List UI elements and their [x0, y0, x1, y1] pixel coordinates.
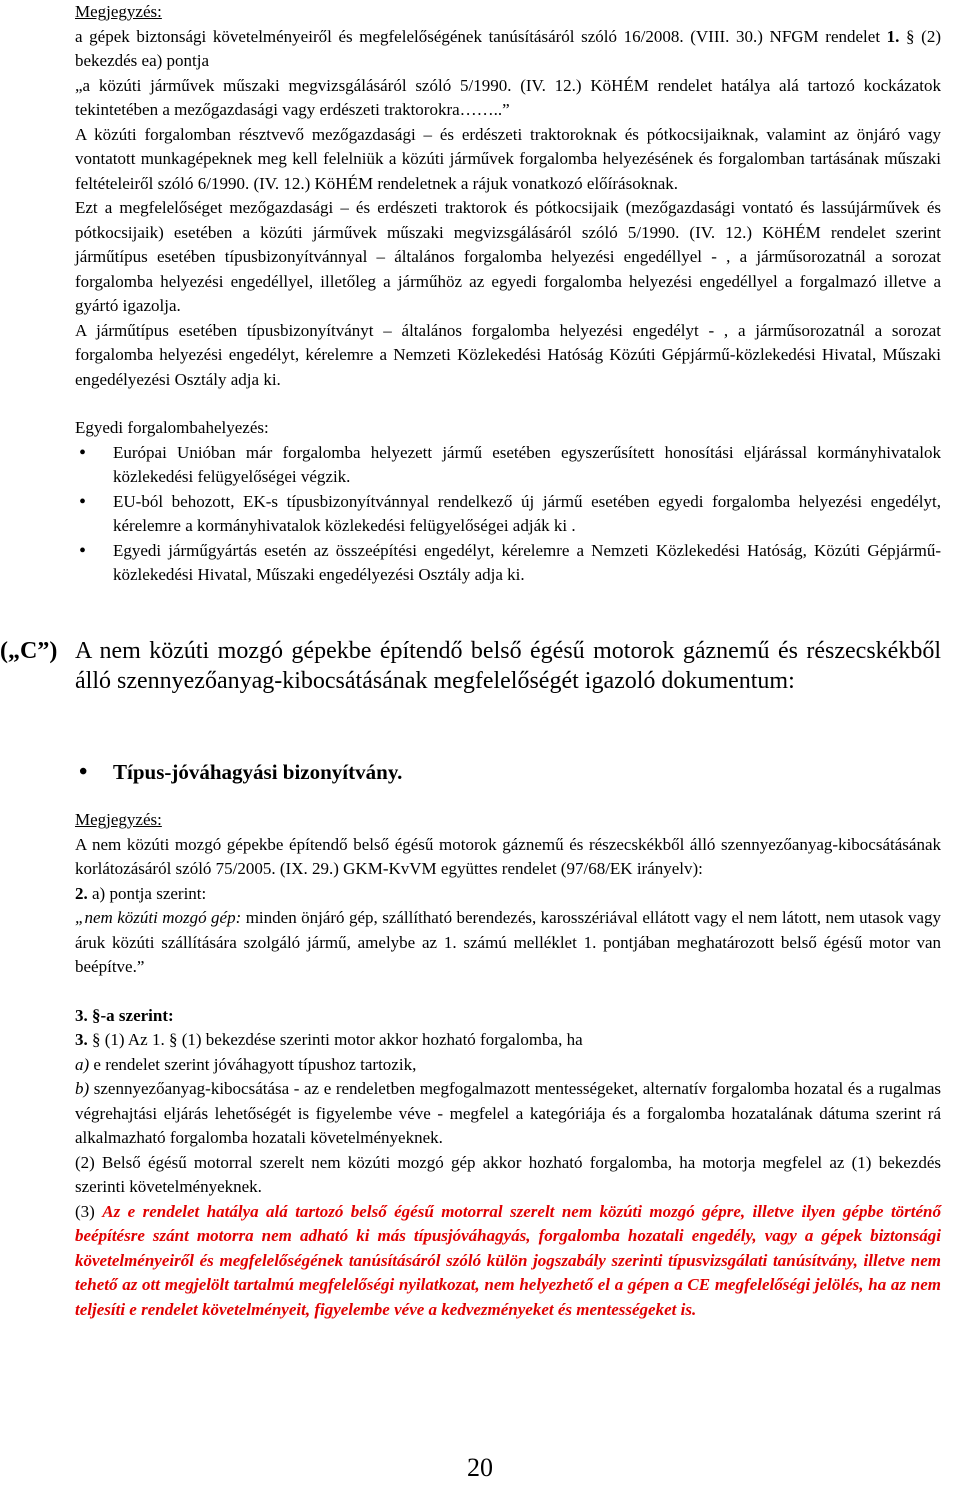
paragraph-3: (3) Az e rendelet hatálya alá tartozó belső égésű motorral szerelt nem közúti mozgó gépre, illetve ilyen gépbe történő beépítésre szánt motorra nem adható ki más típusjóváhagyás, forgalomba hozatali engedély, vagy a gépek biztonsági követelményeiről és megfelelőségének tanúsításáról szóló külön jogszabály szerinti típusvizsgálati tanúsítvány, illetve nem tehető az ott megjelölt tartalmú megfelelőségi nyilatkozat, nem helyezhető el a gépen a CE megfelelőségi jelölés, ha az nem teljesíti e rendelet követelményeit, figyelembe véve a kedvezményeket és mentességeket is. — [75, 1201, 942, 1319]
note-heading: Megjegyzés: — [75, 2, 162, 21]
note-heading-2: Megjegyzés: — [75, 810, 162, 829]
section-3-line: 3. § (1) Az 1. § (1) bekezdése szerinti motor akkor hozható forgalomba, ha — [75, 1030, 583, 1049]
paragraph-regulation: A nem közúti mozgó gépekbe építendő belső égésű motorok gáznemű és részecskékből álló szennyezőanyag-kibocsátásának korlátozásáról szóló 75/2005. (IX. 29.) GKM-KvVM együttes rendelet (97/68/EK irányelv): — [75, 834, 941, 878]
type-cert-item: • Típus-jóváhagyási bizonyítvány. — [75, 757, 941, 787]
individual-list — [75, 441, 941, 588]
bottom-section — [75, 808, 941, 1322]
type-cert-list — [75, 757, 941, 787]
paragraph-nfgm: a gépek biztonsági követelményeiről és megfelelőségének tanúsításáról szóló 16/2008. (VIII. 30.) NFGM rendelet 1. § (2) bekezdés ea) pontja — [75, 26, 941, 70]
paragraph-2: (2) Belső égésű motorral szerelt nem közúti mozgó gép akkor hozható forgalomba, ha motorja megfelel az (1) bekezdés szerinti követelményeknek. — [75, 1152, 941, 1196]
section-c — [0, 636, 941, 696]
list-item: • Európai Unióban már forgalomba helyezett jármű esetében egyszerűsített honosítási eljárással kormányhivatalok közlekedési felügyelőségei végzik. — [75, 441, 941, 490]
section-c-label: („C”) — [0, 638, 58, 664]
list-item: • Egyedi járműgyártás esetén az összeépítési engedélyt, kérelemre a Nemzeti Közlekedési Hatóság, Közúti Gépjármű-közlekedési Hivatal, Műszaki engedélyezési Osztály adja ki. — [75, 539, 941, 588]
top-section — [75, 0, 941, 588]
paragraph-quote: „a közúti járművek műszaki megvizsgálásáról szóló 5/1990. (IV. 12.) KöHÉM rendelet hatálya alá tartozó kockázatok tekintetében a mezőgazdasági vagy erdészeti traktorokra……..” — [75, 75, 941, 119]
paragraph-point-2: 2. a) pontja szerint: — [75, 883, 207, 903]
individual-heading: Egyedi forgalombahelyezés: — [75, 418, 269, 437]
paragraph-type-cert: A járműtípus esetében típusbizonyítványt – általános forgalomba helyezési engedélyt - , a járműsorozatnál a sorozat forgalomba helyezési engedélyt, kérelemre a Nemzeti Közlekedési Hatóság Közúti Gépjármű-közlekedési Hivatal, Műszaki engedélyezési Osztály adja ki. — [75, 320, 941, 389]
paragraph-definition: „nem közúti mozgó gép: minden önjáró gép, szállítható berendezés, karosszériával ellátott vagy el nem látott, nem utasok vagy áruk közúti szállítására szolgáló jármű, amelybe az 1. számú melléklet 1. pontjában meghatározott belső égésű motor van beépítve.” — [75, 908, 941, 976]
section-3-heading: 3. §-a szerint: — [75, 1005, 174, 1025]
list-item: • EU-ból behozott, EK-s típusbizonyítvánnyal rendelkező új jármű esetében egyedi forgalomba helyezési engedélyt, kérelemre a kormányhivatalok közlekedési felügyelőségei adják ki . — [75, 490, 941, 539]
page-number: 20 — [467, 1453, 493, 1482]
paragraph-traffic: A közúti forgalomban résztvevő mezőgazdasági – és erdészeti traktoroknak és pótkocsijaiknak, valamint az önjáró vagy vontatott munkagépeknek meg kell felelniük a közúti járművek forgalomba helyezésének és forgalomban tartásának műszaki feltételeiről szóló 6/1990. (IV. 12.) KöHÉM rendeletnek a rájuk vonatkozó előírásoknak. — [75, 124, 941, 193]
item-a: a) e rendelet szerint jóváhagyott típushoz tartozik, — [75, 1054, 417, 1074]
section-c-title: A nem közúti mozgó gépekbe építendő belső égésű motorok gáznemű és részecskékből álló szennyezőanyag-kibocsátásának megfelelőségét igazoló dokumentum: — [75, 638, 941, 694]
item-b: b) szennyezőanyag-kibocsátása - az e rendeletben megfogalmazott mentességeket, alternatív forgalomba hozatal és a rugalmas végrehajtási eljárás lehetőségét is figyelembe véve - megfelel a kategóriája és a forgalomba hozatalának dátuma szerint rá alkalmazható forgalomba hozatali követelményeknek. — [75, 1079, 941, 1147]
paragraph-conformity: Ezt a megfelelőséget mezőgazdasági – és erdészeti traktorok és pótkocsijaik (mezőgazdasági vontató és lassújárművek és pótkocsijaik) esetében a közúti járművek műszaki megvizsgálásáról szóló 5/1990. (IV. 12.) KöHÉM rendelet szerint járműtípus esetében típusbizonyítvánnyal – általános forgalomba helyezési engedéllyel - , a járműsorozatnál a sorozat forgalomba helyezési engedéllyel, illetőleg a járműhöz az egyedi forgalomba helyezési engedéllyel a forgalmazó illetve a gyártó igazolja. — [75, 198, 941, 315]
